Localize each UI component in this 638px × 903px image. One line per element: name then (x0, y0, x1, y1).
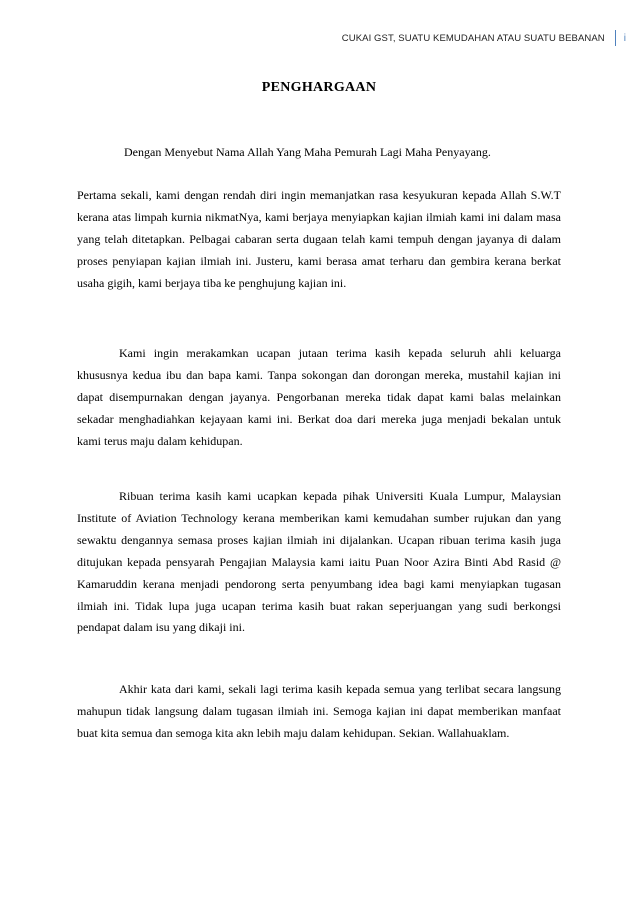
header-title: CUKAI GST, SUATU KEMUDAHAN ATAU SUATU BEBANAN (341, 32, 605, 44)
paragraph-2: Kami ingin merakamkan ucapan jutaan terima kasih kepada seluruh ahli keluarga khususnya kedua ibu dan bapa kami. Tanpa sokongan dan dorongan mereka, mustahil kajian ini dapat disempurnakan dengan jayanya. Pengorbanan mereka tidak dapat kami balas melainkan sekadar menghadiahkan kejayaan kami ini. Berkat doa dari mereka juga menjadi bekalan untuk kami terus maju dalam kehidupan. (77, 346, 561, 448)
paragraph-3: Ribuan terima kasih kami ucapkan kepada pihak Universiti Kuala Lumpur, Malaysian Institute of Aviation Technology kerana memberikan kami kemudahan sumber rujukan dan yang sewaktu dengannya semasa proses kajian ilmiah ini dijalankan. Ucapan ribuan terima kasih juga ditujukan kepada pensyarah Pengajian Malaysia kami iaitu Puan Noor Azira Binti Abd Rasid @ Kamaruddin kerana menjadi pendorong serta penyumbang idea bagi kami menyiapkan tugasan ilmiah ini. Tidak lupa juga ucapan terima kasih buat rakan seperjuangan yang sudi berkongsi pendapat dalam isu yang dikaji ini. (77, 489, 561, 635)
paragraph-4: Akhir kata dari kami, sekali lagi terima kasih kepada semua yang terlibat secara langsung mahupun tidak langsung dalam tugasan ilmiah ini. Semoga kajian ini dapat memberikan manfaat buat kita semua dan semoga kita akn lebih maju dalam kehidupan. Sekian. Wallahuaklam. (77, 682, 561, 740)
header-separator (615, 30, 616, 46)
paragraph-1: Pertama sekali, kami dengan rendah diri ingin memanjatkan rasa kesyukuran kepada Allah S.W.T kerana atas limpah kurnia nikmatNya, kami berjaya menyiapkan kajian ilmiah kami ini dalam masa yang telah ditetapkan. Pelbagai cabaran serta dugaan telah kami tempuh dengan jayanya di dalam proses penyiapan kajian ilmiah ini. Justeru, kami berasa amat terharu dan gembira kerana berkat usaha gigih, kami berjaya tiba ke penghujung kajian ini. (77, 188, 561, 290)
page-title: PENGHARGAAN (261, 80, 377, 95)
page-number: i (623, 32, 626, 44)
opening-line: Dengan Menyebut Nama Allah Yang Maha Pemurah Lagi Maha Penyayang. (124, 145, 491, 159)
running-header (342, 30, 626, 46)
